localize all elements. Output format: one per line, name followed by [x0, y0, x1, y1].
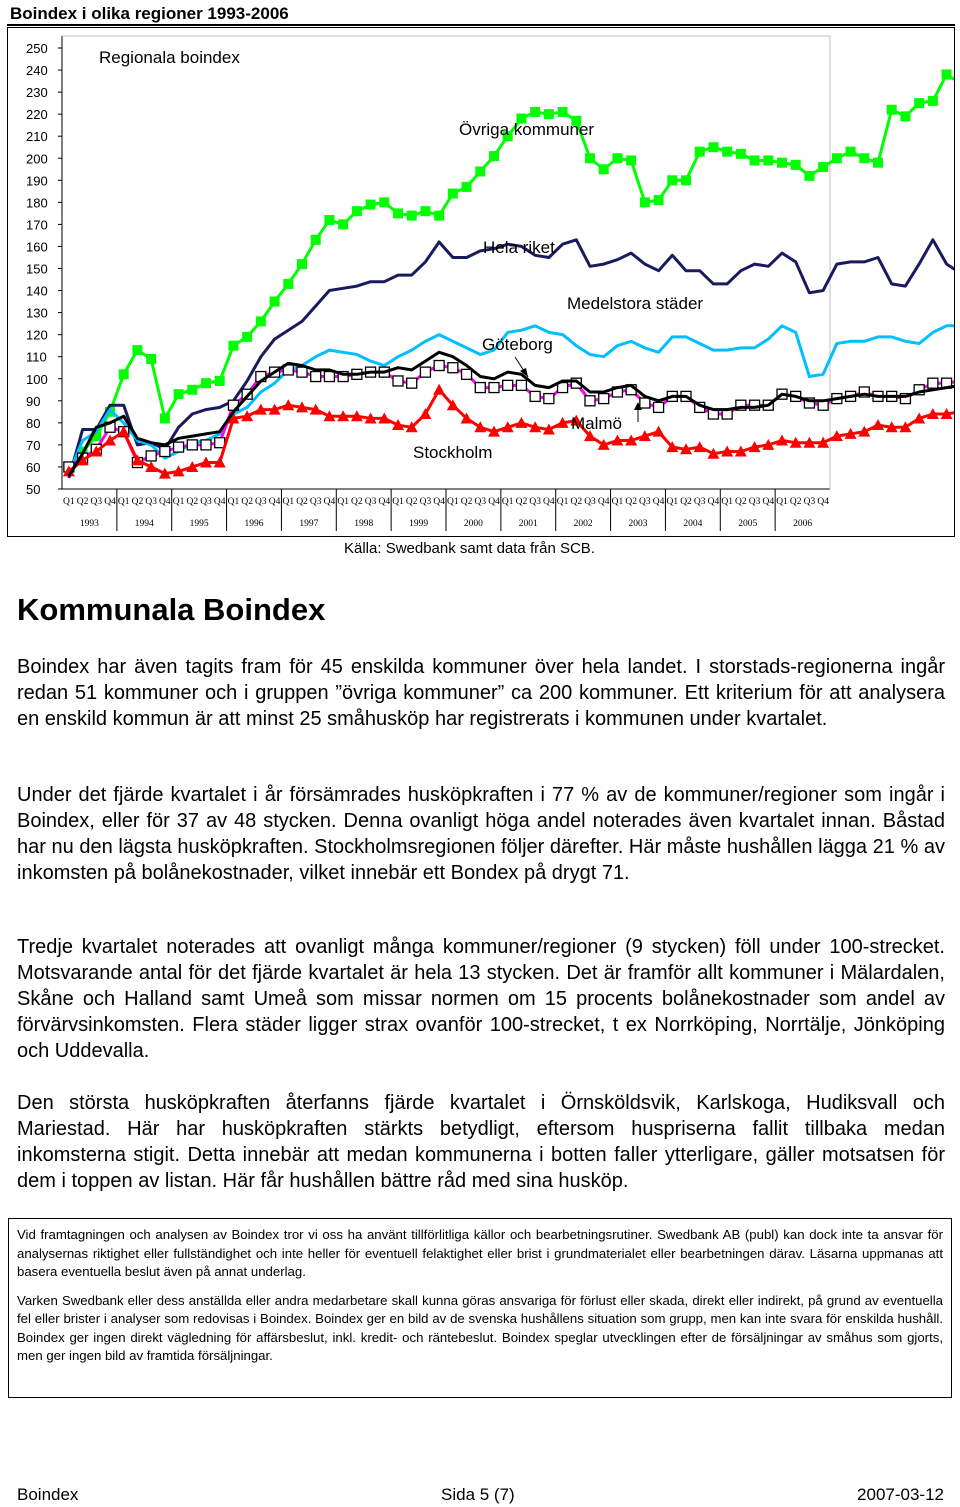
- x-tick-label: Q4: [213, 497, 226, 507]
- x-tick-label: Q1: [447, 497, 459, 507]
- x-tick-label: Q4: [597, 497, 610, 507]
- data-point: [448, 189, 458, 199]
- data-point: [462, 182, 472, 192]
- data-point: [393, 376, 403, 386]
- x-tick-label: Q4: [707, 497, 720, 507]
- disclaimer-paragraph-1: Vid framtagningen och analysen av Boindex tror vi oss ha använt tillförlitliga källor och bearbetningsrutiner. Swedbank AB (publ) kan dock inte ta ansvar för analysernas riktighet eller fullständighet och inte heller för eventuell felaktighet eller brist i grundmaterialet eller bearbetningen därav. Läsarna uppmanas att basera eventuella beslut även på annat underlag.: [17, 1227, 943, 1279]
- data-point: [640, 398, 650, 408]
- x-tick-label: Q4: [652, 497, 665, 507]
- year-label: 2005: [738, 519, 758, 529]
- data-point: [818, 162, 828, 172]
- y-tick-label: 190: [26, 173, 48, 189]
- x-tick-label: Q1: [392, 497, 404, 507]
- paragraph-1: Boindex har även tagits fram för 45 enskilda kommuner över hela landet. I storstads-regionerna ingår redan 51 kommuner och i gruppen ”övriga kommuner” ca 200 kommuner. Ett kriterium för att analysera en enskild kommun är att minst 25 småhusköp har registrerats i kommunen under kvartalet.: [17, 656, 945, 730]
- x-tick-label: Q1: [337, 497, 349, 507]
- data-point: [515, 417, 527, 428]
- y-tick-label: 50: [26, 482, 41, 497]
- data-point: [900, 111, 910, 121]
- annotation-medelstora: Medelstora städer: [567, 294, 704, 313]
- chart-title-bar: [7, 2, 955, 26]
- data-point: [585, 153, 595, 163]
- data-point: [119, 369, 129, 379]
- source-note: Källa: Swedbank samt data från SCB.: [344, 540, 595, 557]
- data-point: [516, 380, 526, 390]
- data-point: [791, 160, 801, 170]
- y-tick-label: 60: [26, 459, 41, 475]
- x-tick-label: Q3: [748, 497, 761, 507]
- data-point: [530, 391, 540, 401]
- data-point: [407, 211, 417, 221]
- x-tick-label: Q2: [296, 497, 308, 507]
- footer-left: Boindex: [17, 1485, 79, 1504]
- annotation-hela-riket: Hela riket: [483, 238, 555, 257]
- data-point: [695, 147, 705, 157]
- x-tick-label: Q1: [611, 497, 624, 507]
- data-point: [612, 153, 622, 163]
- x-tick-label: Q1: [721, 497, 733, 507]
- y-tick-label: 80: [26, 415, 41, 431]
- x-tick-label: Q4: [159, 497, 171, 507]
- data-point: [599, 164, 609, 174]
- data-point: [654, 402, 664, 412]
- x-tick-label: Q2: [789, 497, 802, 507]
- year-label: 2000: [463, 519, 483, 529]
- data-point: [297, 259, 307, 269]
- x-tick-label: Q3: [584, 497, 596, 507]
- year-label: 2002: [573, 519, 593, 529]
- data-point: [324, 372, 334, 382]
- y-tick-label: 200: [26, 151, 48, 167]
- data-point: [419, 408, 431, 419]
- footer-page: Sida 5 (7): [441, 1485, 515, 1504]
- data-point: [667, 175, 677, 185]
- y-tick-label: 70: [26, 437, 41, 453]
- x-tick-label: Q2: [460, 497, 473, 507]
- annotation-stockholm: Stockholm: [413, 443, 493, 462]
- y-tick-label: 240: [26, 63, 48, 79]
- data-point: [914, 98, 924, 108]
- x-tick-label: Q2: [186, 497, 199, 507]
- x-tick-label: Q4: [323, 497, 336, 507]
- data-point: [434, 361, 444, 371]
- y-tick-label: 160: [26, 239, 48, 255]
- year-label: 1994: [134, 519, 154, 529]
- data-point: [215, 376, 225, 386]
- x-tick-label: Q3: [364, 497, 377, 507]
- y-tick-label: 100: [26, 371, 48, 387]
- data-point: [750, 155, 760, 165]
- x-tick-label: Q4: [378, 497, 391, 507]
- data-point: [654, 195, 664, 205]
- x-tick-label: Q2: [405, 497, 418, 507]
- data-point: [324, 215, 334, 225]
- data-point: [338, 219, 348, 229]
- y-tick-label: 230: [26, 85, 48, 101]
- data-point: [928, 96, 938, 106]
- x-tick-label: Q3: [474, 497, 487, 507]
- data-point: [433, 384, 445, 395]
- annotation-goteborg: Göteborg: [482, 335, 553, 354]
- data-point: [599, 394, 609, 404]
- data-point: [174, 389, 184, 399]
- x-tick-label: Q4: [762, 497, 775, 507]
- annotation-malmo: Malmö: [571, 414, 623, 433]
- data-point: [297, 367, 307, 377]
- disclaimer-paragraph-2: Varken Swedbank eller dess anställda eller andra medarbetare skall kunna göras ansvariga för förlust eller skada, direkt eller indirekt, på grund av eventuella fel eller brister i analyser som redovisas i Boindex. Boindex ger en bild av de svenska hushållens situation som grupp, men kan inte svara för enskilda hushåll. Boindex ger ingen direkt vägledning för affärsbeslut, inkl. kredit- och räntebeslut. Boindex speglar utvecklingen efter de försäljningar av småhus som gjorts, men ger ingen bild av framtida försäljningar.: [17, 1292, 943, 1363]
- y-tick-label: 120: [26, 327, 48, 343]
- disclaimer-box: [8, 1218, 952, 1398]
- x-tick-label: Q1: [666, 497, 679, 507]
- x-tick-label: Q2: [625, 497, 637, 507]
- year-label: 1999: [409, 519, 429, 529]
- data-point: [174, 442, 184, 452]
- x-tick-label: Q1: [227, 497, 240, 507]
- data-point: [352, 206, 362, 216]
- data-point: [626, 155, 636, 165]
- x-tick-label: Q1: [776, 497, 788, 507]
- data-point: [873, 158, 883, 168]
- x-tick-label: Q2: [131, 497, 144, 507]
- x-tick-label: Q3: [693, 497, 706, 507]
- data-point: [228, 341, 238, 351]
- data-point: [462, 369, 472, 379]
- year-label: 1995: [189, 519, 209, 529]
- y-tick-label: 220: [26, 107, 48, 123]
- paragraph-3: Tredje kvartalet noterades att ovanligt många kommuner/regioner (9 stycken) föll under 100-strecket. Motsvarande antal för det fjärde kvartalet är hela 13 stycken. Det är framför allt kommuner i Mälardalen, Skåne och Halland samt Umeå som missar normen om 15 procents bolånekostnader som andel av förvärvsinkomsten. Flera städer ligger strax ovanför 100-strecket, t ex Norrköping, Norrtälje, Jönköping och Uddevalla.: [17, 936, 945, 1062]
- data-point: [489, 383, 499, 393]
- data-point: [585, 396, 595, 406]
- paragraph-2: Under det fjärde kvartalet i år försämrades husköpkraften i 77 % av de kommuner/regioner som ingår i Boindex, eller för 37 av 48 stycken. Denna ovanligt höga andel noterades även kvartalet innan. Båstad har nu den lägsta husköpkraften. Stockholmsregionen följer därefter. Här måste hushållen lägga 21 % av inkomsten på bolånekostnader, vilket innebär ett Bondex på drygt 71.: [17, 784, 945, 884]
- data-point: [201, 440, 211, 450]
- data-point: [311, 235, 321, 245]
- data-point: [160, 447, 170, 457]
- data-point: [146, 451, 156, 461]
- y-tick-label: 150: [26, 261, 48, 277]
- data-point: [804, 171, 814, 181]
- data-point: [708, 142, 718, 152]
- data-point: [489, 151, 499, 161]
- x-tick-label: Q2: [76, 497, 89, 507]
- x-tick-label: Q2: [570, 497, 583, 507]
- data-point: [928, 378, 938, 388]
- x-tick-label: Q4: [104, 497, 116, 507]
- data-point: [270, 297, 280, 307]
- year-label: 2006: [793, 519, 813, 529]
- year-label: 2003: [628, 519, 648, 529]
- x-tick-label: Q3: [309, 497, 322, 507]
- x-tick-label: Q2: [515, 497, 528, 507]
- data-point: [859, 153, 869, 163]
- x-tick-label: Q4: [268, 497, 281, 507]
- data-point: [777, 158, 787, 168]
- data-point: [832, 153, 842, 163]
- series-line-malmö: [69, 352, 954, 476]
- x-tick-label: Q2: [351, 497, 363, 507]
- x-tick-label: Q4: [817, 497, 829, 507]
- data-point: [379, 197, 389, 207]
- data-point: [256, 316, 266, 326]
- data-point: [681, 175, 691, 185]
- data-point: [146, 354, 156, 364]
- data-point: [434, 211, 444, 221]
- data-point: [187, 440, 197, 450]
- data-point: [475, 166, 485, 176]
- y-tick-label: 210: [26, 129, 48, 145]
- data-point: [544, 109, 554, 119]
- y-tick-label: 140: [26, 283, 48, 299]
- chart-title: Boindex i olika regioner 1993-2006: [10, 4, 289, 23]
- year-label: 1993: [79, 519, 99, 529]
- x-tick-label: Q3: [419, 497, 432, 507]
- data-point: [846, 147, 856, 157]
- x-tick-label: Q3: [529, 497, 541, 507]
- y-tick-label: 180: [26, 195, 48, 211]
- x-tick-label: Q2: [241, 497, 253, 507]
- data-point: [393, 208, 403, 218]
- line-chart: [8, 28, 954, 536]
- data-point: [475, 383, 485, 393]
- x-tick-label: Q3: [803, 497, 816, 507]
- x-tick-label: Q3: [639, 497, 651, 507]
- year-label: 1997: [299, 519, 319, 529]
- y-tick-label: 110: [26, 349, 47, 365]
- year-label: 2004: [683, 519, 703, 529]
- x-tick-label: Q1: [556, 497, 569, 507]
- data-point: [558, 107, 568, 117]
- x-tick-label: Q3: [90, 497, 103, 507]
- x-tick-label: Q1: [282, 497, 295, 507]
- x-tick-label: Q4: [433, 497, 445, 507]
- data-point: [420, 206, 430, 216]
- data-point: [722, 147, 732, 157]
- x-tick-label: Q3: [145, 497, 157, 507]
- data-point: [503, 380, 513, 390]
- x-tick-label: Q3: [200, 497, 212, 507]
- y-tick-label: 170: [26, 217, 48, 233]
- data-point: [201, 378, 211, 388]
- x-tick-label: Q2: [735, 497, 747, 507]
- data-point: [448, 363, 458, 373]
- x-tick-label: Q4: [543, 497, 555, 507]
- paragraph-4: Den största husköpkraften återfanns fjärde kvartalet i Örnsköldsvik, Karlskoga, Hudiksvall och Mariestad. Här har husköpkraften stärkts betydligt, eftersom huspriserna fallit tillbaka medan inkomsterna stigit. Detta innebär att medan kommunerna i botten faller ytterligare, gäller motsatsen för dem i toppen av listan. Här får hushållen bättre råd med sina husköp.: [17, 1092, 945, 1192]
- section-title: Kommunala Boindex: [17, 592, 326, 627]
- x-tick-label: Q2: [680, 497, 692, 507]
- x-tick-label: Q4: [488, 497, 500, 507]
- annotation-ovriga: Övriga kommuner: [459, 120, 595, 139]
- x-tick-label: Q1: [63, 497, 75, 507]
- x-tick-label: Q1: [172, 497, 185, 507]
- y-tick-label: 90: [26, 393, 41, 409]
- y-tick-label: 250: [26, 41, 48, 56]
- data-point: [736, 149, 746, 159]
- data-point: [311, 372, 321, 382]
- year-label: 2001: [518, 519, 538, 529]
- data-point: [283, 279, 293, 289]
- data-point: [942, 69, 952, 79]
- x-tick-label: Q3: [255, 497, 267, 507]
- year-label: 1998: [354, 519, 374, 529]
- data-point: [530, 107, 540, 117]
- data-point: [132, 345, 142, 355]
- data-point: [420, 367, 430, 377]
- data-point: [887, 105, 897, 115]
- data-point: [640, 197, 650, 207]
- data-point: [242, 332, 252, 342]
- year-label: 1996: [244, 519, 264, 529]
- data-point: [407, 378, 417, 388]
- data-point: [160, 413, 170, 423]
- data-point: [187, 385, 197, 395]
- annotation-regionala: Regionala boindex: [99, 48, 240, 67]
- y-tick-label: 130: [26, 305, 48, 321]
- footer-date: 2007-03-12: [857, 1485, 944, 1504]
- x-tick-label: Q1: [501, 497, 514, 507]
- data-point: [653, 426, 665, 437]
- data-point: [544, 394, 554, 404]
- data-point: [763, 155, 773, 165]
- chart-box: [7, 27, 955, 537]
- data-point: [366, 200, 376, 210]
- x-tick-label: Q1: [117, 497, 130, 507]
